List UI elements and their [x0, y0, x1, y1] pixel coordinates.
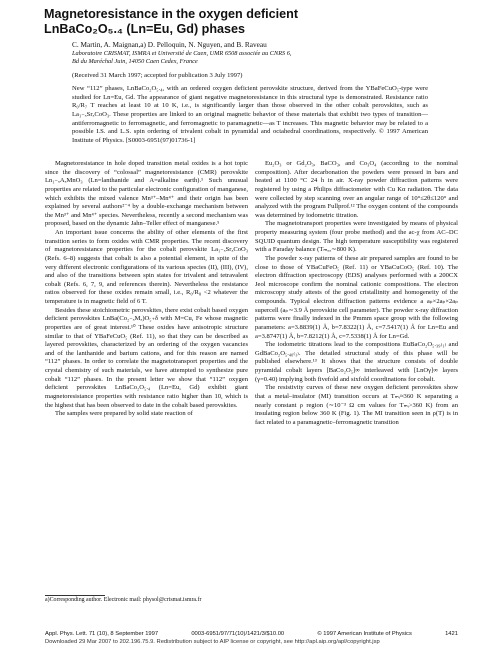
right-paragraph-2: The magnetotransport properties were investigated by means of physical property measuring system (four probe method) and the ac-χ from AC–DC SQUID quantum design. The high temperature susceptibility was registered with a Faraday balance (Tₘₐₓ∼800 K). — [255, 220, 458, 254]
author-list: C. Martin, A. Maignan,a) D. Pelloquin, N. Nguyen, and B. Raveau — [72, 40, 267, 49]
left-paragraph-3: Besides these stoichiometric perovskites, there exist cobalt based oxygen deficient perovskites LnBa(Co₂₋ₓMₓ)O₅₊δ with M=Cu, Fe whose magnetic properties are of great interest.¹⁰ These oxides have anisotropic structure similar to that of YBaFeCuO₅ (Ref. 11), so that they can be described as layered perovskites, characterized by an ordering of the oxygen vacancies and of the lanthanide and barium cations, and for this reason are named “112” phases. In order to correlate the magnetotransport properties and the crystal chemistry of such materials, we have attempted to synthesize pure cobalt “112” phases. In the present letter we show that “112” oxygen deficient perovskites LnBaCo₂O₅.₄ (Ln=Eu, Gd) exhibit giant magnetoresistance properties with resistance ratio higher than 10, which is the highest that has been observed to date in the cobalt based perovskites. — [45, 306, 248, 409]
article-title — [44, 7, 298, 36]
page-number: 1421 — [445, 631, 458, 637]
article-code: 0003-6951/97/71(10)/1421/3/$10.00 — [191, 631, 285, 637]
left-column — [45, 160, 248, 419]
left-paragraph-2: An important issue concerns the ability of other elements of the first transition series to form oxides with CMR properties. The recent discovery of magnetoresistance properties for the cobalt perovskite La₁₋ₓSrₓCoO₃ (Refs. 6–8) suggests that cobalt is also a potential element, in spite of the very different electronic configurations of its various species (II), (III), (IV), and also of the transitions between spin states for trivalent and tetravalent cobalt (Refs. 6, 7, 9, and references therein). Nevertheless the resistance ratios observed for these oxides remain small, i.e., R₀/R₈ <2 whatever the temperature is in magnetic field of 6 T. — [45, 229, 248, 305]
footnote-rule — [45, 595, 105, 596]
title-line-2: LnBaCo₂O₅.₄ (Ln=Eu, Gd) phases — [44, 21, 246, 36]
right-column — [255, 160, 458, 427]
received-dates: (Received 31 March 1997; accepted for publication 3 July 1997) — [72, 72, 243, 79]
title-line-1: Magnetoresistance in the oxygen deficient — [44, 7, 299, 21]
left-paragraph-1: Magnetoresistance in hole doped transition metal oxides is a hot topic since the discovery of “colossal” magnetoresistance (CMR) perovskite Ln₁₋ₓAₓMnO₃ (Ln=lanthanide and A=alkaline earth).¹ Such unusual properties are related to the particular electronic configuration of manganese, which exhibits the mixed valence Mn³⁺–Mn⁴⁺ and their origin has been explained by several authors²⁻⁴ by a double-exchange mechanism between the Mn³⁺ and Mn⁴⁺ species. Nevertheless, recently a second mechanism was proposed, based on the dynamic Jahn–Teller effect of manganese.⁵ — [45, 160, 248, 228]
right-paragraph-1: Eu₂O₃ or Gd₂O₃, BaCO₃, and Co₃O₄ (according to the nominal composition). After decarbonation the powders were pressed in bars and heated at 1100 °C 24 h in air. X-ray powder diffraction patterns were registered by using a Philips diffractometer with Cu Kα radiation. The data were collected by step scanning over an angular range of 10°≤2θ≤120° and analyzed with the program Fullprof.¹² The oxygen content of the compounds was determined by iodometric titration. — [255, 160, 458, 219]
right-paragraph-3: The powder x-ray patterns of these air prepared samples are found to be close to those of YBaCuFeO₅ (Ref. 11) or YBaCuCoO₅ (Ref. 10). The electron diffraction spectroscopy (EDS) analyses performed with a 200CX Jeol microscope confirm the nominal cationic compositions. The electron microscopy study attests of the good cristallinity and homogeneity of the compounds. Typical electron diffraction patterns evidence a aₚ×2aₚ×2aₚ supercell (aₚ∼3.9 Å perovskite cell parameter). The powder x-ray diffraction patterns were finally indexed in the Pmmm space group with the following parameters: a=3.8839(1) Å, b=7.8322(1) Å, c=7.5417(1) Å for Ln=Eu and a=3.8747(1) Å, b=7.8212(1) Å, c=7.5338(1) Å for Ln=Gd. — [255, 254, 458, 340]
right-paragraph-5: The resistivity curves of these new oxygen deficient perovskites show that a metal–insulator (MI) transition occurs at Tₘᵢ≈360 K separating a nearly constant ρ region (∼10⁻³ Ω cm values for Tₘᵢ>360 K) from an insulating region below 360 K (Fig. 1). The MI transition seen in ρ(T) is in fact related to a paramagnetic–ferromagnetic transition — [255, 384, 458, 426]
affiliation — [72, 50, 432, 66]
abstract: New “112” phases, LnBaCo₂O₅.₄, with an ordered oxygen deficient perovskite structure, derived from the YBaFeCuO₅-type were studied for Ln=Eu, Gd. The appearance of giant negative magnetoresistance in this structural type is demonstrated. Resistance ratio R₀/R₇ T reaches at least 10 at 10 K, i.e., is significantly larger than those observed in the other cobalt perovskites, such as La₁₋ₓSrₓCoO₃. These properties are linked to an original magnetic behavior of these materials that exhibit two types of transition—antiferromagnetic to ferromagnetic, and ferromagnetic to paramagnetic—as T increases. This magnetic behavior may be related to a possible I.S. and L.S. spin ordering of trivalent cobalt in pyramidal and octahedral coordinations, respectively. © 1997 American Institute of Physics. [S0003-6951(97)01736-1] — [72, 85, 428, 144]
affiliation-line-2: Bd du Maréchal Juin, 14050 Caen Cedex, France — [72, 58, 198, 65]
journal-citation: Appl. Phys. Lett. 71 (10), 8 September 1997 — [45, 631, 159, 637]
copyright-notice: © 1997 American Institute of Physics — [317, 631, 412, 637]
left-paragraph-4: The samples were prepared by solid state reaction of — [55, 410, 193, 418]
affiliation-line-1: Laboratoire CRISMAT, ISMRA et Université de Caen, UMR 6508 associée au CNRS 6, — [72, 50, 292, 57]
download-notice: Downloaded 29 Mar 2007 to 202.196.75.9. Redistribution subject to AIP license or copyright, see http://apl.aip.org/apl/copyright.jsp — [45, 639, 380, 645]
corresponding-author-footnote: a)Corresponding author. Electronic mail: physol@crismat.ismra.fr — [45, 597, 202, 603]
page-footer — [45, 631, 458, 637]
right-paragraph-4: The iodometric titrations lead to the compositions EuBaCo₂O₅.₃₉₍₁₎ and GdBaCo₂O₅.₄₀₍₁₎. The detailed structural study of this phase will be published elsewhere.¹³ It shows that the structure consists of double pyramidal cobalt layers [BaCo₂O₅]∞ interleaved with [LnOγ]∞ layers (γ=0.40) implying both fivefold and sixfold coordinations for cobalt. — [255, 341, 458, 383]
